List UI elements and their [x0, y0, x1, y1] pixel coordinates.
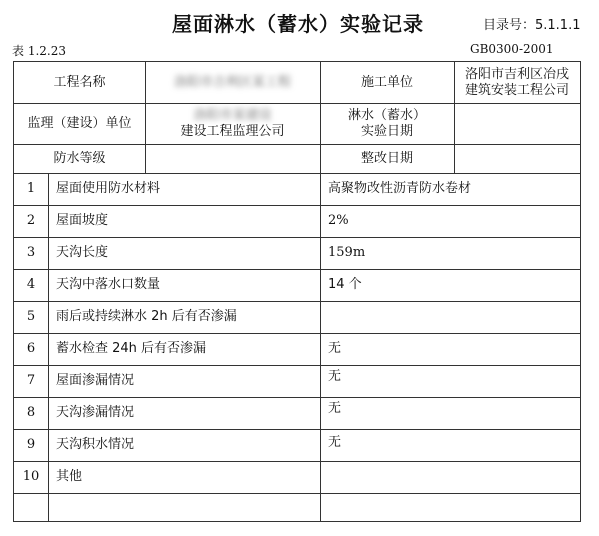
table-row: [14, 461, 580, 493]
page-title: 屋面淋水（蓄水）实验记录: [172, 12, 424, 36]
row-item: 天沟渗漏情况: [56, 405, 135, 420]
table-row: [14, 493, 580, 521]
test-date-label: [320, 103, 454, 144]
row-result: 无: [328, 369, 342, 384]
row-number: 3: [26, 245, 36, 260]
test-date-label-line-1: 淋水（蓄水）: [347, 107, 426, 123]
row-item: 蓄水检查 24h 后有否渗漏: [56, 341, 207, 356]
row-item: 雨后或持续淋水 2h 后有否渗漏: [56, 309, 237, 324]
row-item: 屋面渗漏情况: [56, 373, 135, 388]
row-number: [14, 493, 48, 521]
row-number: 10: [22, 469, 40, 484]
table-id: 表 1.2.23: [12, 44, 66, 58]
waterproof-grade-label: 防水等级: [53, 150, 106, 166]
table-row: [14, 237, 580, 269]
table-row: [14, 173, 580, 205]
row-number: 1: [26, 181, 36, 196]
catalog-number: 目录号：5.1.1.1: [483, 18, 581, 33]
row-number: 7: [26, 373, 36, 388]
construction-unit-label: 施工单位: [360, 74, 413, 90]
supervision-unit-line-1: 洛阳市某建设: [193, 107, 272, 123]
waterproof-grade-value: [145, 144, 320, 173]
supervision-unit-value: [145, 103, 320, 144]
construction-unit-value: [454, 62, 580, 103]
row-result: [320, 301, 580, 333]
row-number: 6: [26, 341, 36, 356]
row-number: 4: [26, 277, 36, 292]
table-row: [14, 429, 580, 461]
row-item: 屋面坡度: [56, 213, 109, 228]
table-row: [14, 301, 580, 333]
rectify-date-label: 整改日期: [360, 150, 413, 166]
row-result: 无: [328, 435, 342, 450]
project-name-label: 工程名称: [53, 74, 106, 90]
row-result: 高聚物改性沥青防水卷材: [328, 181, 472, 196]
row-item: 屋面使用防水材料: [56, 181, 161, 196]
supervision-unit-line-2: 建设工程监理公司: [180, 123, 285, 139]
row-item: 天沟长度: [56, 245, 109, 260]
row-item: 天沟中落水口数量: [56, 277, 161, 292]
row-item: 其他: [56, 469, 83, 484]
row-result: [320, 461, 580, 493]
table-row: [14, 205, 580, 237]
table-row: [14, 397, 580, 429]
row-item: [48, 493, 320, 521]
row-number: 5: [26, 309, 36, 324]
row-result: 无: [328, 341, 342, 356]
standard-code: GB0300-2001: [470, 42, 554, 56]
row-number: 8: [26, 405, 36, 420]
row-result: 无: [328, 401, 342, 416]
row-number: 9: [26, 437, 36, 452]
row-result: 159m: [328, 245, 366, 260]
row-result: [320, 493, 580, 521]
row-number: 2: [26, 213, 36, 228]
construction-unit-line-1: 洛阳市吉利区冶戌: [464, 66, 569, 82]
row-result: 2%: [328, 213, 349, 228]
table-row: [14, 269, 580, 301]
row-result: 14 个: [328, 277, 362, 292]
test-date-value: [454, 103, 580, 144]
supervision-unit-label: 监理（建设）单位: [27, 115, 132, 131]
construction-unit-line-2: 建筑安装工程公司: [464, 82, 569, 98]
project-name-value: 洛阳市吉利区某工程: [173, 74, 291, 90]
test-date-label-line-2: 实验日期: [360, 123, 413, 139]
record-table: [13, 61, 581, 522]
row-item: 天沟积水情况: [56, 437, 135, 452]
rectify-date-value: [454, 144, 580, 173]
